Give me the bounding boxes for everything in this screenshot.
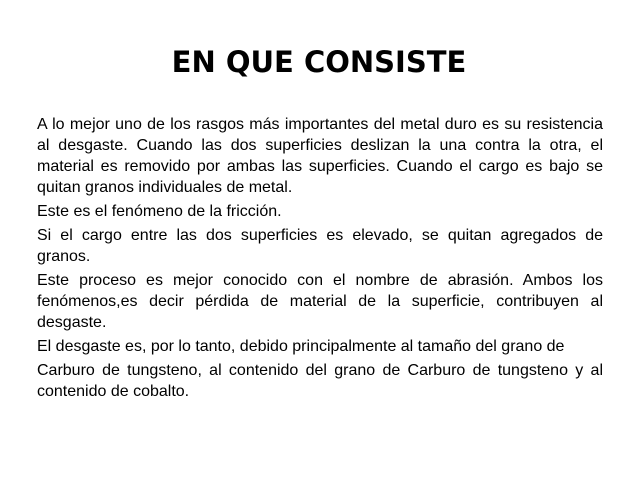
paragraph-wear-resistance: A lo mejor uno de los rasgos más importantes del metal duro es su resistencia al desgaste. Cuando las dos superficies deslizan la una contra la otra, el material es removido por ambas las superficies. Cuando el cargo es bajo se quitan granos individuales de metal. [37, 116, 603, 196]
slide-body [37, 114, 603, 405]
paragraph-carbide-content: Carburo de tungsteno, al contenido del grano de Carburo de tungsteno y al contenido de cobalto. [37, 362, 603, 400]
slide-title: EN QUE CONSISTE [171, 45, 467, 79]
paragraph-high-load: Si el cargo entre las dos superficies es elevado, se quitan agregados de granos. [37, 227, 603, 265]
paragraph-grain-size: El desgaste es, por lo tanto, debido principalmente al tamaño del grano de [37, 338, 565, 355]
paragraph-abrasion: Este proceso es mejor conocido con el nombre de abrasión. Ambos los fenómenos,es decir pérdida de material de la superficie, contribuyen al desgaste. [37, 272, 603, 331]
paragraph-friction: Este es el fenómeno de la fricción. [37, 203, 282, 220]
